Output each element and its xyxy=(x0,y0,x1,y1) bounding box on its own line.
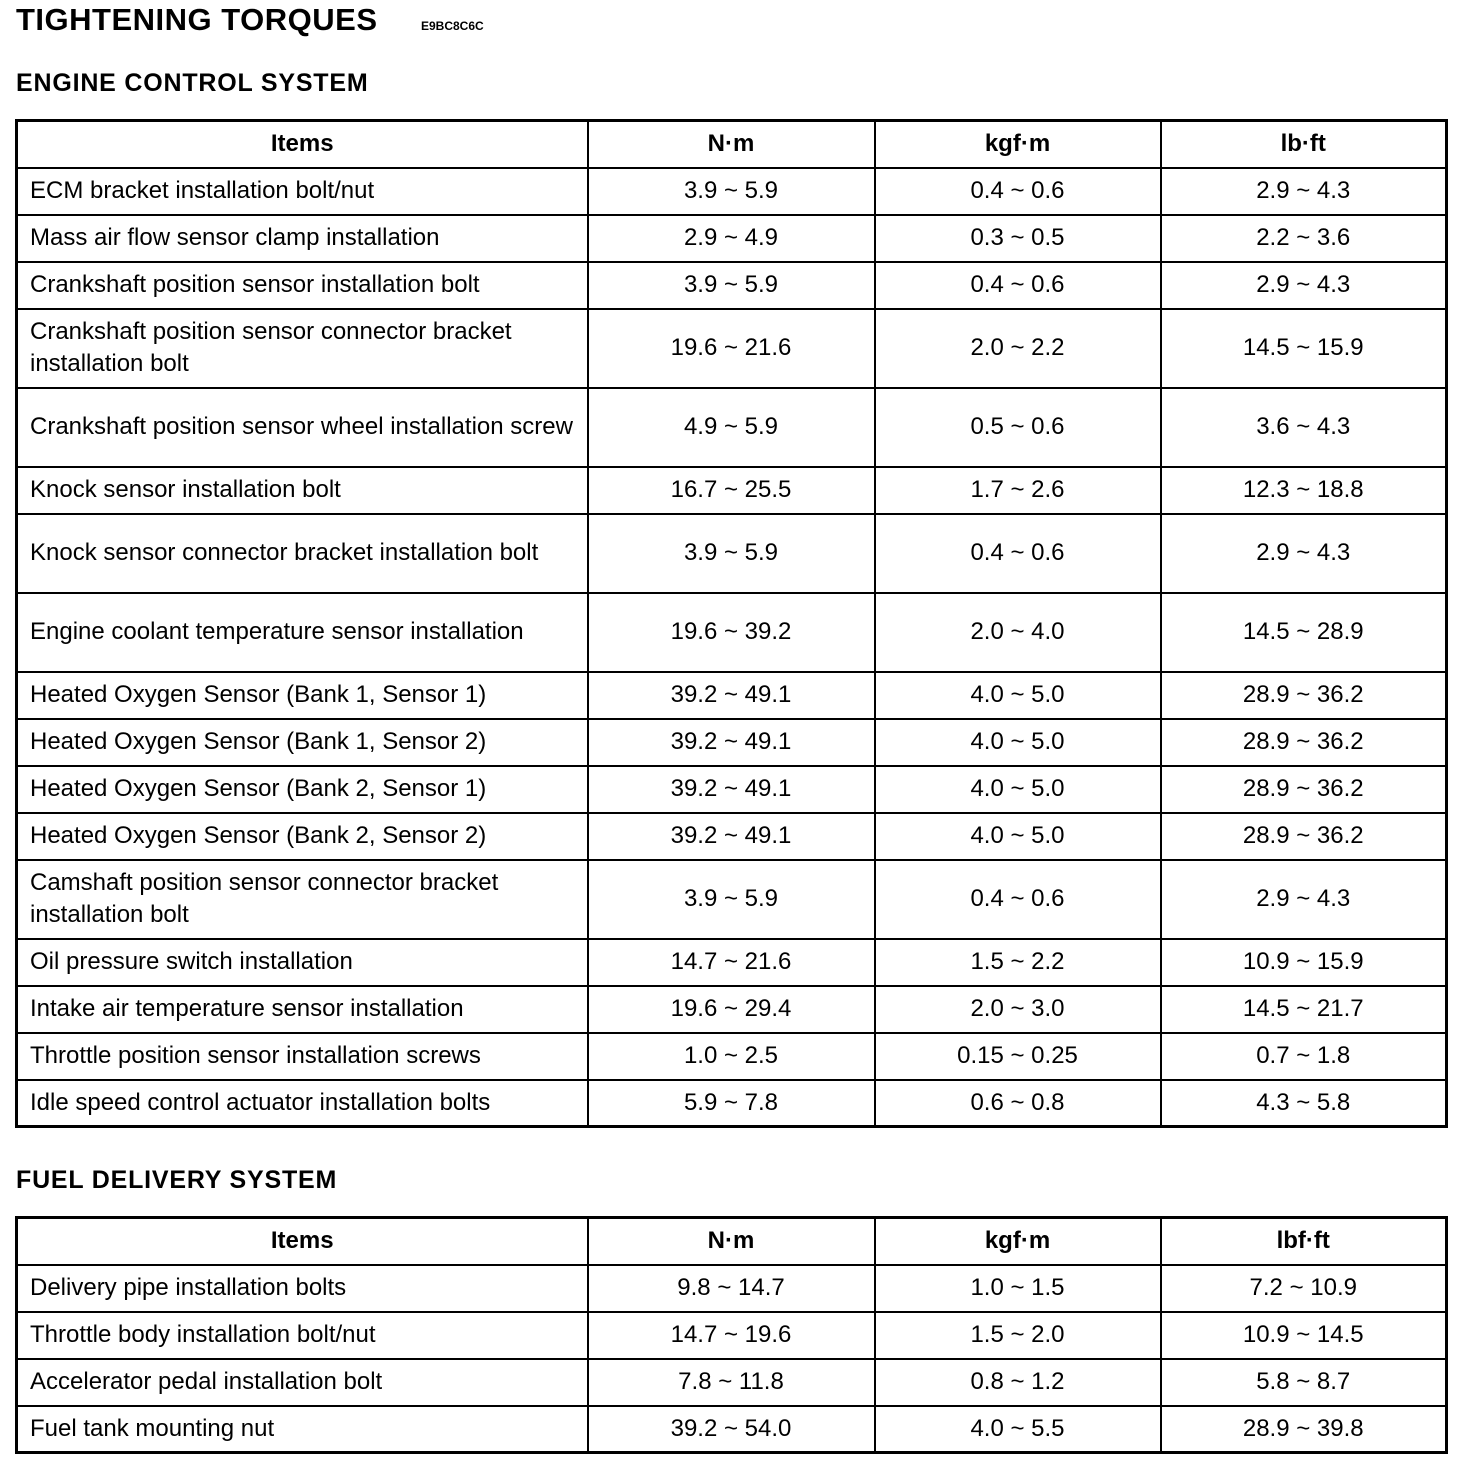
table-row xyxy=(17,813,1447,860)
torque-nm: 4.9 ~ 5.9 xyxy=(588,388,875,467)
table-row xyxy=(17,1406,1447,1453)
table-row xyxy=(17,939,1447,986)
item-name: Crankshaft position sensor installation bolt xyxy=(17,262,588,309)
item-name: Accelerator pedal installation bolt xyxy=(17,1359,588,1406)
item-name: Delivery pipe installation bolts xyxy=(17,1265,588,1312)
document-code: E9BC8C6C xyxy=(421,19,484,33)
item-name: Throttle position sensor installation screws xyxy=(17,1033,588,1080)
table-row xyxy=(17,719,1447,766)
torque-kgfm: 0.4 ~ 0.6 xyxy=(875,262,1161,309)
torque-nm: 1.0 ~ 2.5 xyxy=(588,1033,875,1080)
torque-kgfm: 4.0 ~ 5.0 xyxy=(875,719,1161,766)
torque-nm: 19.6 ~ 21.6 xyxy=(588,309,875,388)
table-row xyxy=(17,388,1447,467)
torque-lbft: 2.9 ~ 4.3 xyxy=(1161,860,1447,939)
torque-kgfm: 0.3 ~ 0.5 xyxy=(875,215,1161,262)
table-row xyxy=(17,262,1447,309)
item-name: Camshaft position sensor connector bracket installation bolt xyxy=(17,860,588,939)
item-name: Heated Oxygen Sensor (Bank 1, Sensor 1) xyxy=(17,672,588,719)
item-name: Mass air flow sensor clamp installation xyxy=(17,215,588,262)
torque-lbft: 14.5 ~ 21.7 xyxy=(1161,986,1447,1033)
column-header-items: Items xyxy=(17,121,588,168)
torque-lbft: 28.9 ~ 36.2 xyxy=(1161,813,1447,860)
table-row xyxy=(17,1312,1447,1359)
torque-kgfm: 0.6 ~ 0.8 xyxy=(875,1080,1161,1127)
fuel-delivery-table xyxy=(15,1216,1448,1454)
table-header-row xyxy=(17,121,1447,168)
torque-kgfm: 2.0 ~ 3.0 xyxy=(875,986,1161,1033)
torque-nm: 39.2 ~ 49.1 xyxy=(588,766,875,813)
table-row xyxy=(17,986,1447,1033)
item-name: Knock sensor connector bracket installation bolt xyxy=(17,514,588,593)
torque-lbft: 2.9 ~ 4.3 xyxy=(1161,168,1447,215)
torque-nm: 39.2 ~ 54.0 xyxy=(588,1406,875,1453)
item-name: Crankshaft position sensor connector bracket installation bolt xyxy=(17,309,588,388)
torque-lbft: 28.9 ~ 39.8 xyxy=(1161,1406,1447,1453)
torque-nm: 3.9 ~ 5.9 xyxy=(588,168,875,215)
torque-lbft: 14.5 ~ 28.9 xyxy=(1161,593,1447,672)
torque-lbft: 10.9 ~ 15.9 xyxy=(1161,939,1447,986)
torque-lbft: 12.3 ~ 18.8 xyxy=(1161,467,1447,514)
torque-kgfm: 4.0 ~ 5.5 xyxy=(875,1406,1161,1453)
torque-nm: 3.9 ~ 5.9 xyxy=(588,860,875,939)
item-name: Crankshaft position sensor wheel installation screw xyxy=(17,388,588,467)
torque-kgfm: 0.4 ~ 0.6 xyxy=(875,860,1161,939)
column-header-nm: N·m xyxy=(588,1218,875,1265)
item-name: Intake air temperature sensor installation xyxy=(17,986,588,1033)
torque-nm: 14.7 ~ 21.6 xyxy=(588,939,875,986)
torque-lbft: 2.2 ~ 3.6 xyxy=(1161,215,1447,262)
torque-lbft: 5.8 ~ 8.7 xyxy=(1161,1359,1447,1406)
column-header-lbft: lb·ft xyxy=(1161,121,1447,168)
table-row xyxy=(17,672,1447,719)
torque-lbft: 10.9 ~ 14.5 xyxy=(1161,1312,1447,1359)
torque-nm: 9.8 ~ 14.7 xyxy=(588,1265,875,1312)
torque-lbft: 28.9 ~ 36.2 xyxy=(1161,719,1447,766)
engine-control-table xyxy=(15,119,1448,1128)
torque-lbft: 2.9 ~ 4.3 xyxy=(1161,262,1447,309)
torque-nm: 3.9 ~ 5.9 xyxy=(588,262,875,309)
column-header-kgfm: kgf·m xyxy=(875,121,1161,168)
item-name: Heated Oxygen Sensor (Bank 1, Sensor 2) xyxy=(17,719,588,766)
table-row xyxy=(17,309,1447,388)
table-row xyxy=(17,1080,1447,1127)
torque-nm: 19.6 ~ 39.2 xyxy=(588,593,875,672)
torque-kgfm: 1.5 ~ 2.2 xyxy=(875,939,1161,986)
table-header-row xyxy=(17,1218,1447,1265)
page-title: TIGHTENING TORQUES xyxy=(16,2,378,37)
engine-control-heading: ENGINE CONTROL SYSTEM xyxy=(16,69,369,97)
item-name: Heated Oxygen Sensor (Bank 2, Sensor 1) xyxy=(17,766,588,813)
torque-lbft: 3.6 ~ 4.3 xyxy=(1161,388,1447,467)
column-header-lbft: lbf·ft xyxy=(1161,1218,1447,1265)
table-row xyxy=(17,467,1447,514)
torque-kgfm: 4.0 ~ 5.0 xyxy=(875,766,1161,813)
torque-lbft: 14.5 ~ 15.9 xyxy=(1161,309,1447,388)
column-header-kgfm: kgf·m xyxy=(875,1218,1161,1265)
table-row xyxy=(17,593,1447,672)
table-row xyxy=(17,514,1447,593)
torque-nm: 7.8 ~ 11.8 xyxy=(588,1359,875,1406)
torque-nm: 16.7 ~ 25.5 xyxy=(588,467,875,514)
torque-lbft: 28.9 ~ 36.2 xyxy=(1161,766,1447,813)
item-name: Fuel tank mounting nut xyxy=(17,1406,588,1453)
item-name: ECM bracket installation bolt/nut xyxy=(17,168,588,215)
item-name: Knock sensor installation bolt xyxy=(17,467,588,514)
torque-nm: 39.2 ~ 49.1 xyxy=(588,672,875,719)
torque-kgfm: 0.15 ~ 0.25 xyxy=(875,1033,1161,1080)
item-name: Heated Oxygen Sensor (Bank 2, Sensor 2) xyxy=(17,813,588,860)
torque-nm: 19.6 ~ 29.4 xyxy=(588,986,875,1033)
torque-nm: 39.2 ~ 49.1 xyxy=(588,813,875,860)
torque-lbft: 4.3 ~ 5.8 xyxy=(1161,1080,1447,1127)
torque-kgfm: 0.4 ~ 0.6 xyxy=(875,514,1161,593)
torque-nm: 39.2 ~ 49.1 xyxy=(588,719,875,766)
item-name: Idle speed control actuator installation bolts xyxy=(17,1080,588,1127)
torque-kgfm: 1.7 ~ 2.6 xyxy=(875,467,1161,514)
item-name: Engine coolant temperature sensor installation xyxy=(17,593,588,672)
torque-lbft: 28.9 ~ 36.2 xyxy=(1161,672,1447,719)
torque-lbft: 0.7 ~ 1.8 xyxy=(1161,1033,1447,1080)
table-row xyxy=(17,1359,1447,1406)
table-row xyxy=(17,860,1447,939)
torque-kgfm: 0.5 ~ 0.6 xyxy=(875,388,1161,467)
table-row xyxy=(17,766,1447,813)
torque-lbft: 2.9 ~ 4.3 xyxy=(1161,514,1447,593)
torque-kgfm: 1.0 ~ 1.5 xyxy=(875,1265,1161,1312)
torque-nm: 3.9 ~ 5.9 xyxy=(588,514,875,593)
torque-nm: 14.7 ~ 19.6 xyxy=(588,1312,875,1359)
torque-kgfm: 2.0 ~ 2.2 xyxy=(875,309,1161,388)
torque-kgfm: 0.4 ~ 0.6 xyxy=(875,168,1161,215)
item-name: Throttle body installation bolt/nut xyxy=(17,1312,588,1359)
torque-nm: 2.9 ~ 4.9 xyxy=(588,215,875,262)
fuel-delivery-heading: FUEL DELIVERY SYSTEM xyxy=(16,1166,338,1194)
torque-kgfm: 0.8 ~ 1.2 xyxy=(875,1359,1161,1406)
torque-kgfm: 4.0 ~ 5.0 xyxy=(875,672,1161,719)
item-name: Oil pressure switch installation xyxy=(17,939,588,986)
table-row xyxy=(17,1265,1447,1312)
table-row xyxy=(17,1033,1447,1080)
table-row xyxy=(17,215,1447,262)
torque-kgfm: 2.0 ~ 4.0 xyxy=(875,593,1161,672)
table-row xyxy=(17,168,1447,215)
column-header-items: Items xyxy=(17,1218,588,1265)
column-header-nm: N·m xyxy=(588,121,875,168)
torque-lbft: 7.2 ~ 10.9 xyxy=(1161,1265,1447,1312)
torque-kgfm: 1.5 ~ 2.0 xyxy=(875,1312,1161,1359)
torque-kgfm: 4.0 ~ 5.0 xyxy=(875,813,1161,860)
torque-nm: 5.9 ~ 7.8 xyxy=(588,1080,875,1127)
